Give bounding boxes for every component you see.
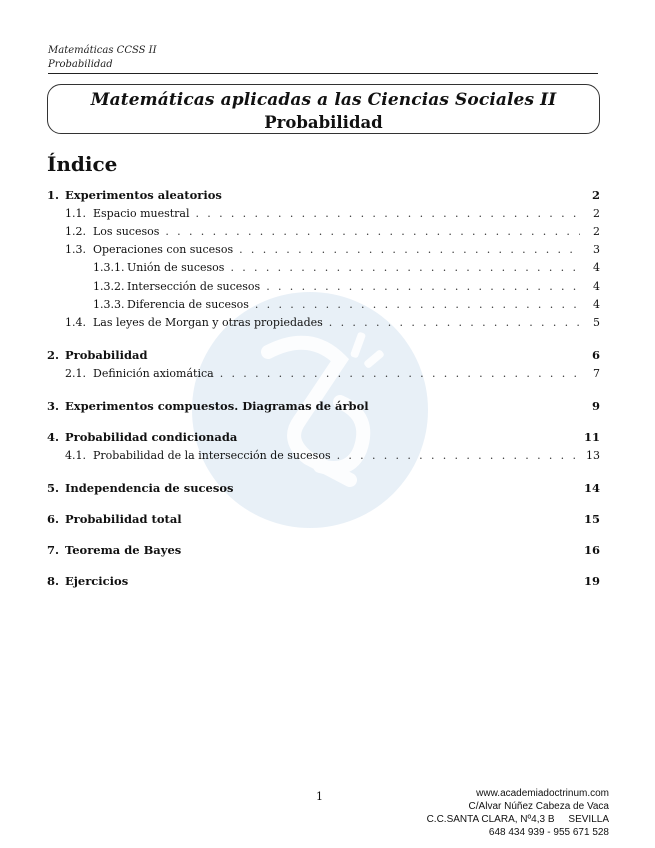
toc-label: Unión de sucesos bbox=[127, 261, 225, 274]
toc-leader bbox=[266, 280, 580, 293]
toc-page: 11 bbox=[583, 430, 600, 444]
toc-page: 4 bbox=[593, 280, 600, 293]
running-header bbox=[48, 44, 598, 74]
toc-number: 7. bbox=[47, 543, 60, 557]
footer-contact bbox=[427, 787, 609, 839]
header-course: Matemáticas CCSS II bbox=[48, 45, 157, 56]
toc-entry[interactable] bbox=[47, 316, 600, 334]
toc-page: 7 bbox=[593, 367, 600, 380]
toc-page: 2 bbox=[591, 188, 600, 202]
toc-leader bbox=[230, 261, 580, 274]
toc-number: 3. bbox=[47, 399, 60, 413]
toc-label: Teorema de Bayes bbox=[65, 543, 182, 557]
toc-leader bbox=[239, 243, 580, 256]
toc-label: Ejercicios bbox=[65, 574, 129, 588]
document-subtitle: Probabilidad bbox=[264, 113, 383, 132]
toc-number: 6. bbox=[47, 512, 60, 526]
page-number: 1 bbox=[316, 790, 323, 803]
toc-label: Diferencia de sucesos bbox=[127, 298, 249, 311]
toc-page: 13 bbox=[586, 449, 600, 462]
toc-label: Probabilidad condicionada bbox=[65, 430, 238, 444]
toc-number: 1.1. bbox=[65, 207, 86, 220]
toc-label: Experimentos compuestos. Diagramas de árbol bbox=[65, 399, 369, 413]
toc-page: 5 bbox=[593, 316, 600, 329]
toc-label: Espacio muestral bbox=[93, 207, 190, 220]
toc-entry[interactable] bbox=[47, 280, 600, 298]
toc-entry[interactable] bbox=[47, 225, 600, 243]
toc-label: Definición axiomática bbox=[93, 367, 214, 380]
toc-entry[interactable] bbox=[47, 207, 600, 225]
toc-page: 14 bbox=[583, 481, 600, 495]
footer-phones: 648 434 939 - 955 671 528 bbox=[488, 827, 609, 838]
toc-leader bbox=[329, 316, 580, 329]
footer-address: C.C.SANTA CLARA, Nº4,3 B SEVILLA bbox=[426, 814, 609, 825]
toc-entry[interactable] bbox=[47, 430, 600, 448]
document-title: Matemáticas aplicadas a las Ciencias Sociales II bbox=[90, 90, 557, 110]
toc-label: Experimentos aleatorios bbox=[65, 188, 222, 202]
toc-label: Los sucesos bbox=[93, 225, 160, 238]
toc-entry[interactable] bbox=[47, 543, 600, 561]
toc-entry[interactable] bbox=[47, 512, 600, 530]
toc-page: 19 bbox=[583, 574, 600, 588]
toc-number: 2. bbox=[47, 348, 60, 362]
toc-page: 16 bbox=[583, 543, 600, 557]
toc-entry[interactable] bbox=[47, 367, 600, 385]
footer-website[interactable]: www.academiadoctrinum.com bbox=[476, 788, 609, 799]
toc-entry[interactable] bbox=[47, 243, 600, 261]
toc-leader bbox=[255, 298, 580, 311]
toc-entry[interactable] bbox=[47, 449, 600, 467]
toc-leader bbox=[196, 207, 581, 220]
toc-number: 1.2. bbox=[65, 225, 86, 238]
toc-page: 6 bbox=[591, 348, 600, 362]
toc-number: 5. bbox=[47, 481, 60, 495]
toc-page: 15 bbox=[583, 512, 600, 526]
toc-entry[interactable] bbox=[47, 481, 600, 499]
toc-label: Operaciones con sucesos bbox=[93, 243, 234, 256]
toc-number: 8. bbox=[47, 574, 60, 588]
toc-leader bbox=[165, 225, 580, 238]
toc-entry[interactable] bbox=[47, 399, 600, 417]
toc-entry[interactable] bbox=[47, 261, 600, 279]
toc-label: Las leyes de Morgan y otras propiedades bbox=[93, 316, 323, 329]
footer-street: C/Alvar Núñez Cabeza de Vaca bbox=[468, 801, 609, 812]
toc-page: 2 bbox=[593, 207, 600, 220]
header-topic: Probabilidad bbox=[48, 59, 113, 70]
toc-label: Intersección de sucesos bbox=[127, 280, 261, 293]
toc-entry[interactable] bbox=[47, 348, 600, 366]
toc-entry[interactable] bbox=[47, 298, 600, 316]
toc-label: Independencia de sucesos bbox=[65, 481, 234, 495]
toc-number: 1. bbox=[47, 188, 60, 202]
toc-number: 1.4. bbox=[65, 316, 86, 329]
toc-number: 4.1. bbox=[65, 449, 86, 462]
toc-number: 1.3.1. bbox=[93, 261, 125, 274]
toc-page: 3 bbox=[593, 243, 600, 256]
toc-entry[interactable] bbox=[47, 188, 600, 206]
toc-leader bbox=[220, 367, 580, 380]
toc-label: Probabilidad total bbox=[65, 512, 182, 526]
toc-number: 4. bbox=[47, 430, 60, 444]
toc-label: Probabilidad bbox=[65, 348, 148, 362]
toc-page: 4 bbox=[593, 261, 600, 274]
toc-entry[interactable] bbox=[47, 574, 600, 592]
toc-number: 1.3.2. bbox=[93, 280, 125, 293]
toc-number: 1.3.3. bbox=[93, 298, 125, 311]
toc-number: 2.1. bbox=[65, 367, 86, 380]
toc-leader bbox=[337, 449, 580, 462]
toc-page: 4 bbox=[593, 298, 600, 311]
title-box bbox=[47, 84, 600, 134]
toc-page: 9 bbox=[591, 399, 600, 413]
toc-number: 1.3. bbox=[65, 243, 86, 256]
toc-page: 2 bbox=[593, 225, 600, 238]
index-heading: Índice bbox=[47, 152, 118, 176]
toc-label: Probabilidad de la intersección de sucesos bbox=[93, 449, 331, 462]
